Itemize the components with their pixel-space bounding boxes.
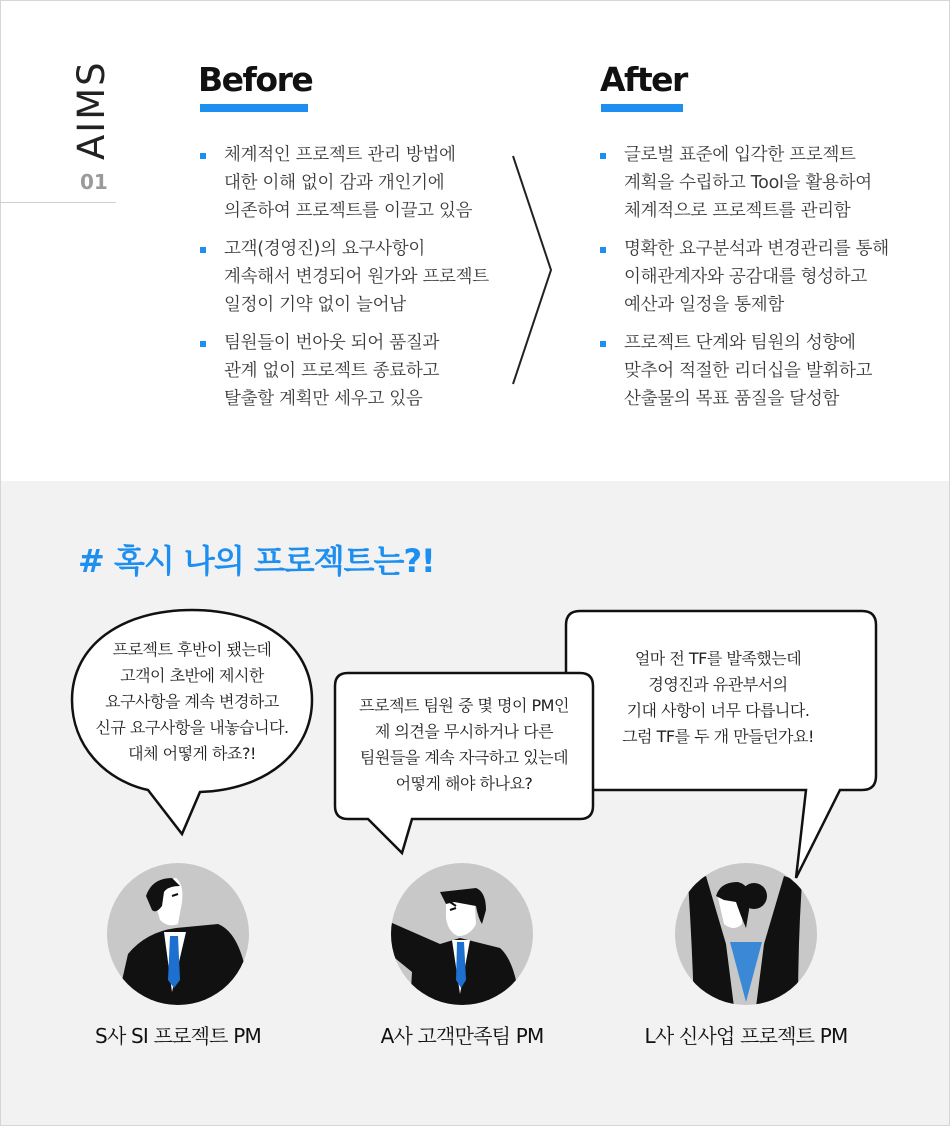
before-item-line: 팀원들이 번아웃 되어 품질과 — [224, 333, 440, 353]
after-item-line: 글로벌 표준에 입각한 프로젝트 — [624, 145, 856, 165]
before-item-line: 의존하여 프로젝트를 이끌고 있음 — [224, 201, 473, 221]
before-item-line: 대한 이해 없이 감과 개인기에 — [224, 173, 445, 193]
before-item-line: 계속해서 변경되어 원가와 프로젝트 — [224, 267, 489, 287]
speech-bubble-2-text — [340, 693, 588, 797]
persona-label-1: S사 SI 프로젝트 PM — [95, 1024, 261, 1048]
before-item-line: 관계 없이 프로젝트 종료하고 — [224, 361, 440, 381]
after-heading: After — [600, 60, 687, 99]
bubble-line: 그럼 TF를 두 개 만들던가요! — [622, 727, 814, 746]
before-item-line: 일정이 기약 없이 늘어남 — [224, 295, 406, 315]
section-title: # 혹시 나의 프로젝트는?! — [78, 542, 435, 580]
bubble-line: 경영진과 유관부서의 — [648, 675, 788, 694]
bubble-line: 어떻게 해야 하나요? — [395, 774, 533, 793]
before-item-line: 고객(경영진)의 요구사항이 — [224, 239, 425, 259]
after-item-line: 산출물의 목표 품질을 달성함 — [624, 389, 840, 409]
bubble-line: 프로젝트 후반이 됐는데 — [112, 640, 272, 659]
aims-number: 01 — [80, 170, 108, 194]
bubble-line: 대체 어떻게 하죠?! — [128, 744, 256, 763]
persona-label-3: L사 신사업 프로젝트 PM — [644, 1024, 848, 1048]
after-item-line: 계획을 수립하고 Tool을 활용하여 — [624, 173, 872, 193]
speech-bubble-1-text — [78, 637, 306, 767]
bubble-line: 프로젝트 팀원 중 몇 명이 PM인 — [359, 696, 569, 715]
businessman-avatar-1 — [106, 862, 251, 1007]
after-item-line: 명확한 요구분석과 변경관리를 통해 — [624, 239, 889, 259]
bubble-line: 신규 요구사항을 내놓습니다. — [95, 718, 289, 737]
bubble-line: 팀원들을 계속 자극하고 있는데 — [359, 748, 569, 767]
persona-label-2: A사 고객만족팀 PM — [380, 1024, 544, 1048]
bubble-line: 기대 사항이 너무 다릅니다. — [626, 701, 810, 720]
before-item-line: 체계적인 프로젝트 관리 방법에 — [224, 145, 456, 165]
bubble-line: 제 의견을 무시하거나 다른 — [374, 722, 554, 741]
bubble-line: 얼마 전 TF를 발족했는데 — [634, 649, 802, 668]
after-item-line: 예산과 일정을 통제함 — [624, 295, 784, 315]
after-item-line: 이해관계자와 공감대를 형성하고 — [624, 267, 867, 287]
speech-bubble-3-text — [598, 646, 838, 750]
before-item-line: 탈출할 계획만 세우고 있음 — [224, 389, 423, 409]
bubble-line: 요구사항을 계속 변경하고 — [105, 692, 279, 711]
bubble-line: 고객이 초반에 제시한 — [120, 666, 264, 685]
before-heading: Before — [198, 60, 313, 99]
aims-title: AIMS — [70, 60, 113, 160]
after-item-line: 체계적으로 프로젝트를 관리함 — [624, 201, 851, 221]
after-item-line: 프로젝트 단계와 팀원의 성향에 — [624, 333, 856, 353]
after-item-line: 맞추어 적절한 리더십을 발휘하고 — [624, 361, 873, 381]
businesswoman-avatar-3 — [674, 862, 819, 1007]
businessman-avatar-2 — [390, 862, 535, 1007]
